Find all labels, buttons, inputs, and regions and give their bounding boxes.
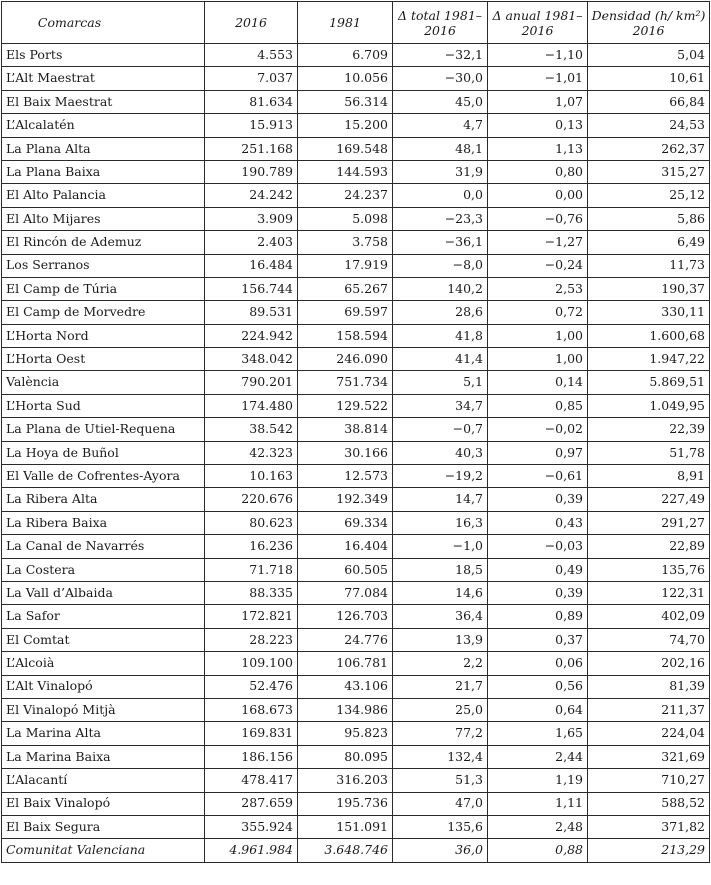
- cell-comarca: El Rincón de Ademuz: [2, 231, 205, 254]
- cell-comarca: L’Alt Maestrat: [2, 67, 205, 90]
- cell-comarca: La Safor: [2, 605, 205, 628]
- cell-1981: 56.314: [298, 90, 393, 113]
- table-row: [2, 488, 710, 511]
- cell-delta-total: 77,2: [393, 722, 488, 745]
- cell-delta-anual: 0,06: [488, 652, 588, 675]
- cell-delta-total: 47,0: [393, 792, 488, 815]
- cell-1981: 69.597: [298, 301, 393, 324]
- cell-densidad: 224,04: [588, 722, 710, 745]
- cell-2016: 186.156: [205, 745, 298, 768]
- cell-delta-anual: 0,00: [488, 184, 588, 207]
- cell-delta-anual: 1,13: [488, 137, 588, 160]
- table-row: [2, 628, 710, 651]
- cell-comarca: L’Horta Nord: [2, 324, 205, 347]
- cell-densidad: 22,89: [588, 535, 710, 558]
- cell-1981: 60.505: [298, 558, 393, 581]
- cell-densidad: 8,91: [588, 465, 710, 488]
- cell-delta-anual: 0,13: [488, 114, 588, 137]
- table-row: [2, 698, 710, 721]
- cell-delta-anual: 1,19: [488, 769, 588, 792]
- cell-comarca: La Marina Baixa: [2, 745, 205, 768]
- cell-densidad: 5.869,51: [588, 371, 710, 394]
- total-delta-anual: 0,88: [488, 839, 588, 862]
- table-body: [2, 44, 710, 839]
- cell-delta-total: −19,2: [393, 465, 488, 488]
- cell-comarca: La Ribera Alta: [2, 488, 205, 511]
- cell-1981: 158.594: [298, 324, 393, 347]
- cell-delta-anual: −0,03: [488, 535, 588, 558]
- cell-delta-anual: 1,11: [488, 792, 588, 815]
- cell-comarca: El Camp de Túria: [2, 277, 205, 300]
- table-row: [2, 160, 710, 183]
- cell-densidad: 262,37: [588, 137, 710, 160]
- cell-delta-total: 28,6: [393, 301, 488, 324]
- cell-2016: 89.531: [205, 301, 298, 324]
- cell-2016: 220.676: [205, 488, 298, 511]
- cell-1981: 192.349: [298, 488, 393, 511]
- cell-delta-anual: −1,10: [488, 44, 588, 67]
- cell-1981: 106.781: [298, 652, 393, 675]
- cell-1981: 3.758: [298, 231, 393, 254]
- total-2016: 4.961.984: [205, 839, 298, 862]
- cell-comarca: La Plana Alta: [2, 137, 205, 160]
- header-delta-anual: Δ anual 1981–2016: [488, 2, 588, 44]
- table-row: [2, 254, 710, 277]
- cell-2016: 42.323: [205, 441, 298, 464]
- total-1981: 3.648.746: [298, 839, 393, 862]
- cell-delta-total: −23,3: [393, 207, 488, 230]
- cell-1981: 5.098: [298, 207, 393, 230]
- cell-comarca: La Marina Alta: [2, 722, 205, 745]
- table-row: [2, 371, 710, 394]
- cell-comarca: La Costera: [2, 558, 205, 581]
- cell-delta-total: 14,7: [393, 488, 488, 511]
- cell-1981: 144.593: [298, 160, 393, 183]
- cell-1981: 6.709: [298, 44, 393, 67]
- cell-delta-anual: 0,97: [488, 441, 588, 464]
- cell-1981: 17.919: [298, 254, 393, 277]
- cell-densidad: 291,27: [588, 511, 710, 534]
- cell-delta-total: 0,0: [393, 184, 488, 207]
- cell-delta-anual: 0,14: [488, 371, 588, 394]
- cell-2016: 168.673: [205, 698, 298, 721]
- cell-2016: 88.335: [205, 581, 298, 604]
- cell-densidad: 22,39: [588, 418, 710, 441]
- cell-1981: 12.573: [298, 465, 393, 488]
- cell-comarca: El Baix Segura: [2, 815, 205, 838]
- cell-1981: 126.703: [298, 605, 393, 628]
- cell-comarca: La Canal de Navarrés: [2, 535, 205, 558]
- cell-densidad: 5,86: [588, 207, 710, 230]
- cell-densidad: 66,84: [588, 90, 710, 113]
- cell-2016: 790.201: [205, 371, 298, 394]
- cell-1981: 129.522: [298, 394, 393, 417]
- cell-1981: 38.814: [298, 418, 393, 441]
- table-row: [2, 722, 710, 745]
- cell-delta-total: −36,1: [393, 231, 488, 254]
- cell-delta-anual: 0,56: [488, 675, 588, 698]
- cell-delta-total: 45,0: [393, 90, 488, 113]
- cell-1981: 24.776: [298, 628, 393, 651]
- cell-comarca: L’Alt Vinalopó: [2, 675, 205, 698]
- cell-delta-total: −1,0: [393, 535, 488, 558]
- cell-delta-anual: −0,24: [488, 254, 588, 277]
- cell-delta-total: −32,1: [393, 44, 488, 67]
- cell-densidad: 321,69: [588, 745, 710, 768]
- cell-1981: 195.736: [298, 792, 393, 815]
- cell-2016: 16.236: [205, 535, 298, 558]
- cell-comarca: Los Serranos: [2, 254, 205, 277]
- cell-comarca: L’Horta Sud: [2, 394, 205, 417]
- cell-densidad: 371,82: [588, 815, 710, 838]
- cell-1981: 169.548: [298, 137, 393, 160]
- cell-delta-anual: 2,48: [488, 815, 588, 838]
- cell-2016: 15.913: [205, 114, 298, 137]
- cell-delta-total: 34,7: [393, 394, 488, 417]
- table-row: [2, 558, 710, 581]
- cell-1981: 246.090: [298, 348, 393, 371]
- cell-1981: 10.056: [298, 67, 393, 90]
- cell-2016: 80.623: [205, 511, 298, 534]
- cell-comarca: La Plana de Utiel-Requena: [2, 418, 205, 441]
- header-2016: 2016: [205, 2, 298, 44]
- table-row: [2, 465, 710, 488]
- cell-delta-total: −0,7: [393, 418, 488, 441]
- cell-2016: 172.821: [205, 605, 298, 628]
- cell-densidad: 211,37: [588, 698, 710, 721]
- cell-delta-total: 41,8: [393, 324, 488, 347]
- total-delta-total: 36,0: [393, 839, 488, 862]
- cell-comarca: La Ribera Baixa: [2, 511, 205, 534]
- cell-comarca: El Camp de Morvedre: [2, 301, 205, 324]
- cell-comarca: El Comtat: [2, 628, 205, 651]
- table-row: [2, 815, 710, 838]
- cell-2016: 52.476: [205, 675, 298, 698]
- table-row: [2, 90, 710, 113]
- cell-comarca: Els Ports: [2, 44, 205, 67]
- cell-comarca: El Alto Mijares: [2, 207, 205, 230]
- cell-comarca: L’Alcoià: [2, 652, 205, 675]
- cell-delta-anual: −0,61: [488, 465, 588, 488]
- table-row: [2, 418, 710, 441]
- cell-2016: 7.037: [205, 67, 298, 90]
- cell-comarca: El Alto Palancia: [2, 184, 205, 207]
- cell-delta-total: 4,7: [393, 114, 488, 137]
- cell-delta-anual: 0,64: [488, 698, 588, 721]
- cell-densidad: 227,49: [588, 488, 710, 511]
- table-row: [2, 207, 710, 230]
- cell-2016: 251.168: [205, 137, 298, 160]
- cell-2016: 109.100: [205, 652, 298, 675]
- cell-densidad: 11,73: [588, 254, 710, 277]
- table-row: [2, 348, 710, 371]
- cell-comarca: València: [2, 371, 205, 394]
- cell-comarca: El Valle de Cofrentes-Ayora: [2, 465, 205, 488]
- cell-2016: 2.403: [205, 231, 298, 254]
- cell-2016: 28.223: [205, 628, 298, 651]
- table-row: [2, 67, 710, 90]
- cell-densidad: 710,27: [588, 769, 710, 792]
- table-row: [2, 675, 710, 698]
- cell-densidad: 1.049,95: [588, 394, 710, 417]
- cell-delta-total: 25,0: [393, 698, 488, 721]
- cell-delta-total: 31,9: [393, 160, 488, 183]
- table-row: [2, 394, 710, 417]
- cell-densidad: 122,31: [588, 581, 710, 604]
- table-row: [2, 745, 710, 768]
- cell-densidad: 190,37: [588, 277, 710, 300]
- header-1981: 1981: [298, 2, 393, 44]
- cell-1981: 134.986: [298, 698, 393, 721]
- cell-delta-anual: −0,02: [488, 418, 588, 441]
- cell-densidad: 5,04: [588, 44, 710, 67]
- cell-2016: 287.659: [205, 792, 298, 815]
- cell-densidad: 202,16: [588, 652, 710, 675]
- cell-delta-anual: 0,43: [488, 511, 588, 534]
- cell-1981: 15.200: [298, 114, 393, 137]
- header-row: [2, 2, 710, 44]
- cell-delta-total: 51,3: [393, 769, 488, 792]
- cell-delta-total: 41,4: [393, 348, 488, 371]
- population-table: [1, 1, 710, 863]
- cell-densidad: 330,11: [588, 301, 710, 324]
- table-row: [2, 769, 710, 792]
- cell-2016: 16.484: [205, 254, 298, 277]
- cell-delta-anual: 1,00: [488, 348, 588, 371]
- total-row: [2, 839, 710, 862]
- cell-densidad: 24,53: [588, 114, 710, 137]
- cell-delta-anual: −1,27: [488, 231, 588, 254]
- cell-1981: 316.203: [298, 769, 393, 792]
- header-comarcas: Comarcas: [2, 2, 205, 44]
- table-row: [2, 184, 710, 207]
- cell-2016: 169.831: [205, 722, 298, 745]
- cell-delta-anual: 0,39: [488, 581, 588, 604]
- cell-comarca: El Vinalopó Mitjà: [2, 698, 205, 721]
- cell-1981: 95.823: [298, 722, 393, 745]
- table-row: [2, 44, 710, 67]
- cell-comarca: El Baix Vinalopó: [2, 792, 205, 815]
- table-row: [2, 652, 710, 675]
- total-densidad: 213,29: [588, 839, 710, 862]
- table-row: [2, 137, 710, 160]
- cell-1981: 151.091: [298, 815, 393, 838]
- cell-1981: 77.084: [298, 581, 393, 604]
- cell-densidad: 315,27: [588, 160, 710, 183]
- header-densidad: Densidad (h/ km²) 2016: [588, 2, 710, 44]
- cell-densidad: 1.947,22: [588, 348, 710, 371]
- cell-2016: 4.553: [205, 44, 298, 67]
- cell-delta-total: 135,6: [393, 815, 488, 838]
- cell-2016: 478.417: [205, 769, 298, 792]
- cell-2016: 156.744: [205, 277, 298, 300]
- cell-densidad: 51,78: [588, 441, 710, 464]
- cell-delta-total: −30,0: [393, 67, 488, 90]
- table-row: [2, 114, 710, 137]
- cell-densidad: 81,39: [588, 675, 710, 698]
- table-row: [2, 277, 710, 300]
- cell-delta-anual: 0,39: [488, 488, 588, 511]
- cell-1981: 43.106: [298, 675, 393, 698]
- cell-delta-total: 40,3: [393, 441, 488, 464]
- cell-1981: 30.166: [298, 441, 393, 464]
- cell-comarca: L’Alcalatén: [2, 114, 205, 137]
- cell-1981: 65.267: [298, 277, 393, 300]
- cell-delta-total: 13,9: [393, 628, 488, 651]
- table-row: [2, 535, 710, 558]
- cell-densidad: 74,70: [588, 628, 710, 651]
- cell-1981: 24.237: [298, 184, 393, 207]
- cell-delta-total: 48,1: [393, 137, 488, 160]
- table-row: [2, 324, 710, 347]
- table-row: [2, 792, 710, 815]
- cell-delta-anual: 1,00: [488, 324, 588, 347]
- table-row: [2, 441, 710, 464]
- table-row: [2, 301, 710, 324]
- cell-delta-total: −8,0: [393, 254, 488, 277]
- table-row: [2, 511, 710, 534]
- cell-delta-anual: 1,07: [488, 90, 588, 113]
- table-row: [2, 605, 710, 628]
- cell-2016: 224.942: [205, 324, 298, 347]
- cell-delta-total: 5,1: [393, 371, 488, 394]
- cell-comarca: L’Alacantí: [2, 769, 205, 792]
- cell-comarca: La Plana Baixa: [2, 160, 205, 183]
- cell-delta-anual: 2,44: [488, 745, 588, 768]
- cell-delta-total: 14,6: [393, 581, 488, 604]
- cell-delta-total: 2,2: [393, 652, 488, 675]
- table-row: [2, 231, 710, 254]
- cell-comarca: L’Horta Oest: [2, 348, 205, 371]
- cell-densidad: 135,76: [588, 558, 710, 581]
- cell-2016: 190.789: [205, 160, 298, 183]
- table-row: [2, 581, 710, 604]
- cell-2016: 348.042: [205, 348, 298, 371]
- cell-delta-anual: 0,89: [488, 605, 588, 628]
- cell-comarca: La Hoya de Buñol: [2, 441, 205, 464]
- cell-delta-anual: 1,65: [488, 722, 588, 745]
- total-name: Comunitat Valenciana: [2, 839, 205, 862]
- cell-delta-total: 36,4: [393, 605, 488, 628]
- cell-2016: 355.924: [205, 815, 298, 838]
- cell-comarca: La Vall d’Albaida: [2, 581, 205, 604]
- cell-2016: 71.718: [205, 558, 298, 581]
- cell-delta-anual: 0,85: [488, 394, 588, 417]
- cell-2016: 81.634: [205, 90, 298, 113]
- cell-delta-anual: 2,53: [488, 277, 588, 300]
- cell-1981: 69.334: [298, 511, 393, 534]
- cell-densidad: 1.600,68: [588, 324, 710, 347]
- cell-densidad: 10,61: [588, 67, 710, 90]
- cell-delta-total: 140,2: [393, 277, 488, 300]
- cell-2016: 3.909: [205, 207, 298, 230]
- cell-densidad: 402,09: [588, 605, 710, 628]
- cell-delta-anual: −0,76: [488, 207, 588, 230]
- cell-delta-total: 21,7: [393, 675, 488, 698]
- cell-delta-anual: 0,49: [488, 558, 588, 581]
- cell-delta-total: 16,3: [393, 511, 488, 534]
- cell-2016: 174.480: [205, 394, 298, 417]
- cell-1981: 751.734: [298, 371, 393, 394]
- cell-delta-total: 18,5: [393, 558, 488, 581]
- cell-2016: 10.163: [205, 465, 298, 488]
- cell-densidad: 6,49: [588, 231, 710, 254]
- cell-1981: 80.095: [298, 745, 393, 768]
- cell-delta-total: 132,4: [393, 745, 488, 768]
- cell-1981: 16.404: [298, 535, 393, 558]
- cell-densidad: 25,12: [588, 184, 710, 207]
- cell-delta-anual: 0,37: [488, 628, 588, 651]
- header-delta-total: Δ total 1981–2016: [393, 2, 488, 44]
- cell-delta-anual: 0,80: [488, 160, 588, 183]
- cell-comarca: El Baix Maestrat: [2, 90, 205, 113]
- cell-2016: 38.542: [205, 418, 298, 441]
- cell-delta-anual: 0,72: [488, 301, 588, 324]
- cell-2016: 24.242: [205, 184, 298, 207]
- cell-delta-anual: −1,01: [488, 67, 588, 90]
- cell-densidad: 588,52: [588, 792, 710, 815]
